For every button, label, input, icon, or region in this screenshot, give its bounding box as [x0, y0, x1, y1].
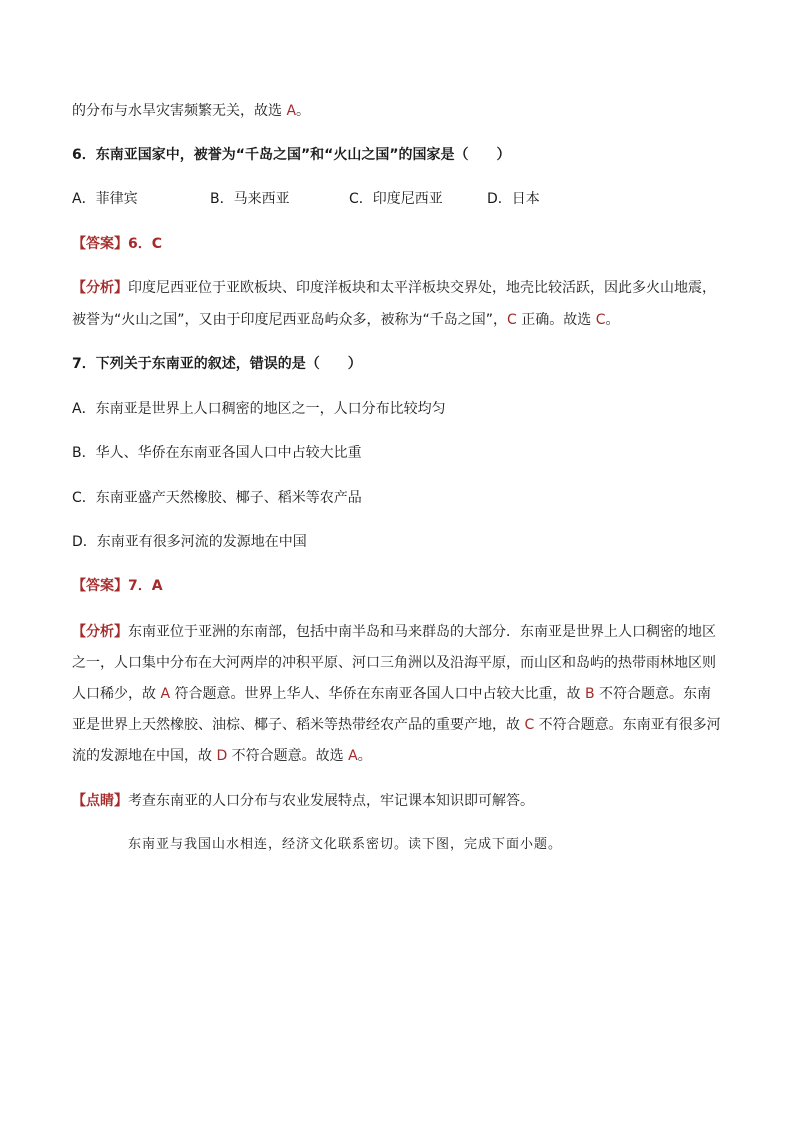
- q6-analysis-text-1: 印度尼西亚位于亚欧板块、印度洋板块和太平洋板块交界处，地壳比较活跃，因此多火山地震，: [128, 280, 716, 296]
- q7-analysis-period: 。: [357, 748, 372, 764]
- q7-option-d: D．东南亚有很多河流的发源地在中国: [72, 534, 307, 550]
- q6-analysis-text-3: 正确。故选: [516, 312, 596, 328]
- q7-analysis-text-2: 符合题意。世界上华人、华侨在东南亚各国人口中占较大比重，故: [170, 686, 585, 702]
- q6-analysis-final-letter: C: [595, 312, 606, 328]
- q6-analysis-line-1: [72, 278, 716, 298]
- q7-option-b: B．华人、华侨在东南亚各国人口中占较大比重: [72, 445, 362, 461]
- q7-analysis-letter-d: D: [216, 748, 228, 764]
- previous-analysis-ending: [72, 101, 310, 121]
- q7-analysis-letter-b: B: [584, 686, 595, 702]
- q6-analysis-letter-c: C: [507, 312, 517, 328]
- q7-analysis-letter-c: C: [524, 717, 535, 733]
- previous-answer-letter: A: [286, 103, 297, 119]
- q7-option-a: A．东南亚是世界上人口稠密的地区之一，人口分布比较均匀: [72, 401, 446, 417]
- q6-option-c: C．印度尼西亚: [349, 191, 443, 207]
- q7-analysis-text-3: 不符合题意。东南亚是世界上天然橡胶、油棕、椰子、稻米等热带经农产品的重要产地，故: [72, 686, 711, 733]
- q7-analysis-letter-a: A: [160, 686, 171, 702]
- q6-option-b: B．马来西亚: [210, 191, 290, 207]
- q7-answer-value: 7．A: [128, 578, 163, 594]
- q7-analysis-text-5: 不符合题意。故选: [227, 748, 349, 764]
- q7-comment: [72, 791, 534, 811]
- q6-answer-label: 【答案】: [72, 236, 128, 252]
- q6-answer: [72, 234, 162, 254]
- q7-analysis: [72, 617, 722, 772]
- question-6-options: [72, 189, 722, 209]
- q6-analysis-text-2: 被誉为“火山之国”，又由于印度尼西亚岛屿众多，被称为“千岛之国”，: [72, 312, 508, 328]
- q7-analysis-final-letter: A: [348, 748, 358, 764]
- q6-analysis-line-2: [72, 310, 619, 330]
- q7-option-c: C．东南亚盛产天然橡胶、椰子、稻米等农产品: [72, 490, 362, 506]
- q6-answer-value: 6．C: [128, 236, 163, 252]
- q6-option-d: D．日本: [487, 191, 540, 207]
- q7-analysis-label: 【分析】: [72, 624, 128, 640]
- q7-comment-text: 考查东南亚的人口分布与农业发展特点，牢记课本知识即可解答。: [128, 793, 534, 809]
- q6-analysis-period: 。: [605, 312, 620, 328]
- q6-option-a: A．菲律宾: [72, 191, 138, 207]
- q7-answer: [72, 576, 163, 596]
- q6-analysis-label: 【分析】: [72, 280, 128, 296]
- previous-analysis-period: 。: [296, 103, 311, 119]
- q7-analysis-text-4: 不符合题意。东南亚有很多河流的发源地在中国，故: [72, 717, 721, 764]
- question-6: 6．东南亚国家中，被誉为“千岛之国”和“火山之国”的国家是（ ）: [72, 147, 511, 163]
- q7-analysis-text-1: 东南亚位于亚洲的东南部，包括中南半岛和马来群岛的大部分．东南亚是世界上人口稠密的地区之一，人口集中分布在大河两岸的冲积平原、河口三角洲以及沿海平原，而山区和岛屿的热带雨林地区则人口稀少，故: [72, 624, 716, 702]
- q7-comment-label: 【点睛】: [72, 793, 128, 809]
- next-section-intro: 东南亚与我国山水相连，经济文化联系密切。读下图，完成下面小题。: [128, 837, 563, 852]
- q7-answer-label: 【答案】: [72, 578, 128, 594]
- previous-analysis-text: 的分布与水旱灾害频繁无关，故选: [72, 103, 287, 119]
- question-7: 7．下列关于东南亚的叙述，错误的是（ ）: [72, 356, 362, 372]
